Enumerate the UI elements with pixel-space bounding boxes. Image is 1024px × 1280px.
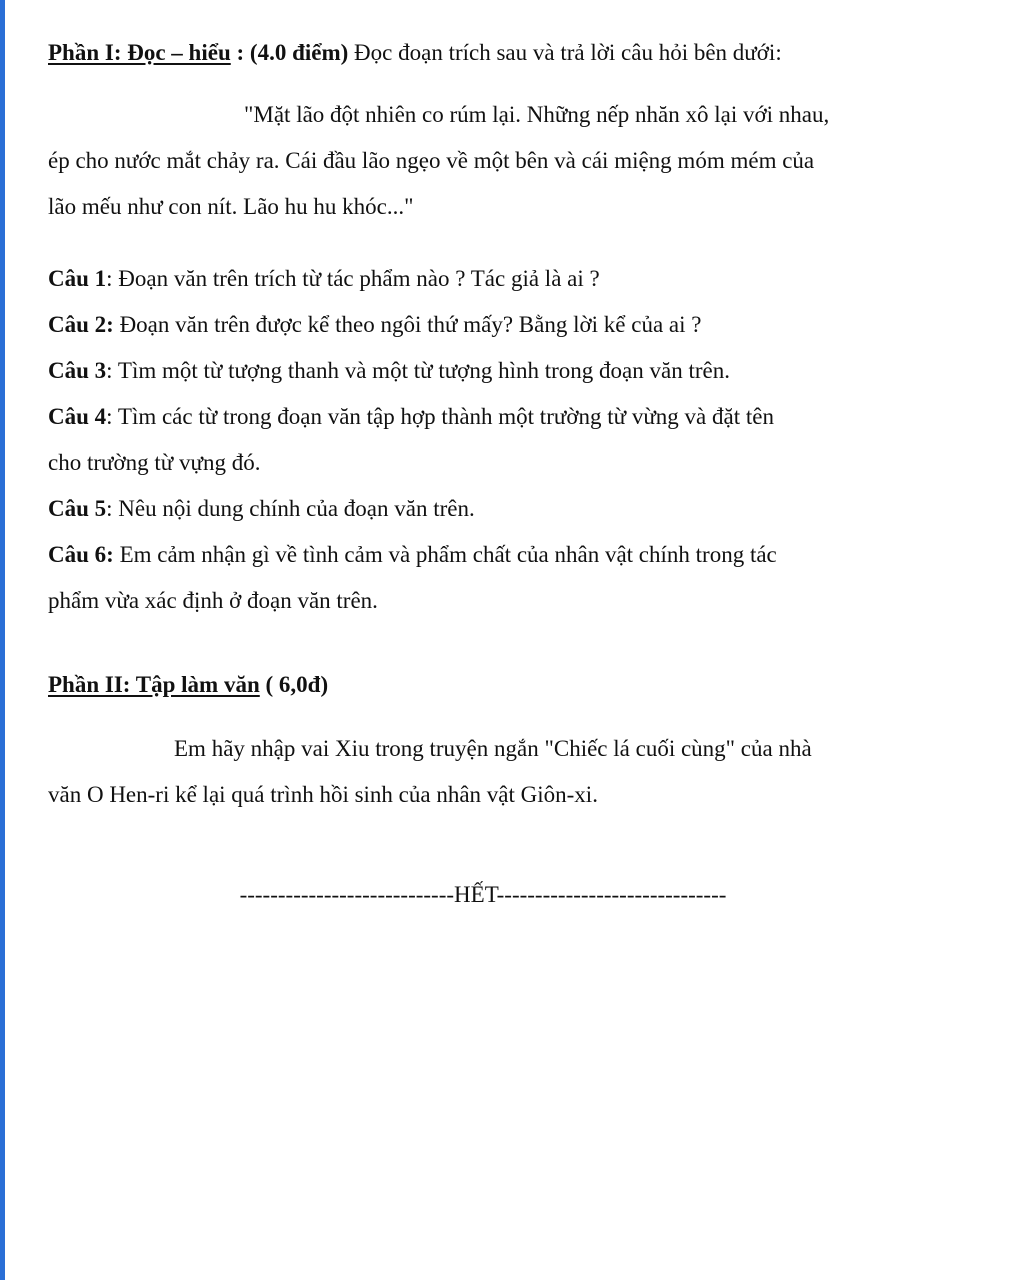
part1-colon: : [230, 40, 250, 65]
question-3 [48, 348, 948, 394]
part2-points: ( 6,0đ) [259, 672, 329, 697]
excerpt-quote [48, 92, 948, 230]
part1-instruction: Đọc đoạn trích sau và trả lời câu hỏi bên dưới: [348, 40, 782, 65]
quote-line-3: lão mếu như con nít. Lão hu hu khóc..." [48, 194, 414, 219]
part1-points: (4.0 điểm) [249, 40, 349, 65]
part2-title: Phần II: Tập làm văn [48, 672, 260, 697]
question-label: Câu 1 [48, 266, 107, 291]
question-label: Câu 5 [48, 496, 107, 521]
question-text: Nêu nội dung chính của đoạn văn trên. [118, 496, 475, 521]
document-page [48, 0, 948, 918]
question-label: Câu 6: [48, 542, 114, 567]
question-1 [48, 256, 948, 302]
question-5 [48, 486, 948, 532]
quote-line-1: "Mặt lão đột nhiên co rúm lại. Những nếp nhăn xô lại với nhau, [244, 102, 830, 127]
question-4-continuation: cho trường từ vựng đó. [48, 450, 261, 475]
question-2 [48, 302, 948, 348]
end-marker: ----------------------------HẾT------------------------------ [239, 882, 727, 907]
question-6 [48, 532, 948, 578]
question-label: Câu 2: [48, 312, 114, 337]
question-text: Tìm các từ trong đoạn văn tập hợp thành một trường từ vừng và đặt tên [117, 404, 774, 429]
question-sep: : [106, 404, 118, 429]
task-line-1: Em hãy nhập vai Xiu trong truyện ngắn "Chiếc lá cuối cùng" của nhà [174, 736, 812, 761]
part2-heading [48, 662, 948, 708]
question-text: Đoạn văn trên trích từ tác phẩm nào ? Tác giả là ai ? [118, 266, 600, 291]
question-list [48, 256, 948, 624]
question-text: Em cảm nhận gì về tình cảm và phẩm chất của nhân vật chính trong tác [119, 542, 777, 567]
task-line-2: văn O Hen-ri kể lại quá trình hồi sinh của nhân vật Giôn-xi. [48, 782, 598, 807]
question-sep: : [106, 358, 118, 383]
question-text: Đoạn văn trên được kể theo ngôi thứ mấy? Bằng lời kể của ai ? [119, 312, 702, 337]
question-label: Câu 3 [48, 358, 107, 383]
question-text: Tìm một từ tượng thanh và một từ tượng hình trong đoạn văn trên. [117, 358, 730, 383]
question-label: Câu 4 [48, 404, 107, 429]
question-sep: : [106, 496, 119, 521]
question-4 [48, 394, 948, 440]
part1-title: Phần I: Đọc – hiểu [48, 40, 231, 65]
question-sep: : [106, 266, 119, 291]
part1-heading [48, 30, 948, 76]
question-6-continuation: phẩm vừa xác định ở đoạn văn trên. [48, 588, 378, 613]
writing-task [48, 726, 948, 818]
left-border [0, 0, 5, 1280]
quote-line-2: ép cho nước mắt chảy ra. Cái đầu lão ngẹo về một bên và cái miệng móm mém của [48, 148, 815, 173]
